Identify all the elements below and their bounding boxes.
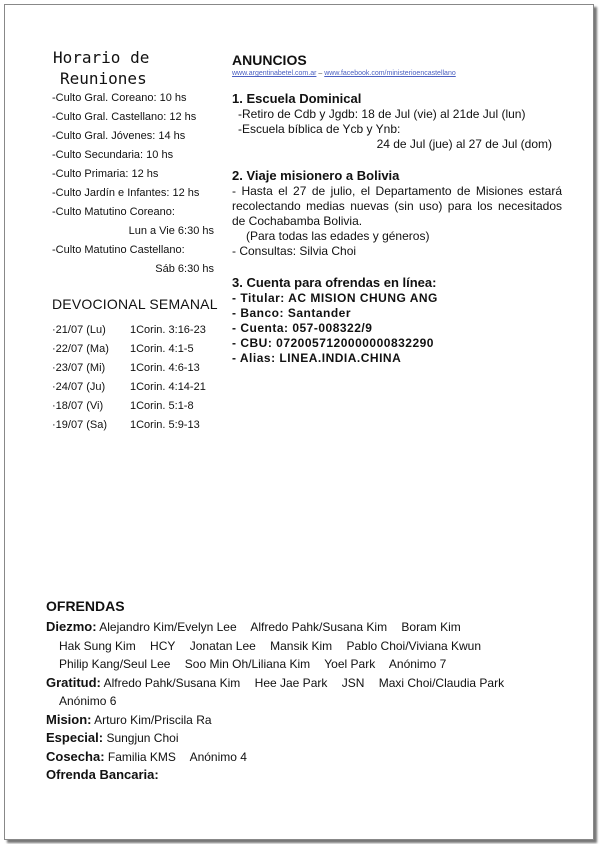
schedule-title [53, 47, 149, 89]
schedule-item: -Culto Secundaria: 10 hs [52, 149, 174, 161]
mision-label: Mision: [46, 711, 92, 727]
devotional-date: ·23/07 (Mi) [52, 362, 106, 374]
announcement-line: 24 de Jul (jue) al 27 de Jul (dom) [376, 137, 552, 151]
account-line: - Titular: AC MISION CHUNG ANG [232, 291, 438, 305]
donor-name: Alejandro Kim/Evelyn Lee [99, 620, 237, 634]
especial-line [46, 729, 566, 748]
gratitud-line [46, 692, 566, 711]
devotional-row [52, 321, 222, 340]
link-separator: – [316, 70, 325, 77]
announcement-heading: 3. Cuenta para ofrendas en línea: [232, 275, 437, 290]
schedule-title-line1: Horario de [53, 48, 150, 67]
donor-name: Soo Min Oh/Liliana Kim [184, 657, 311, 671]
schedule-list [52, 89, 214, 279]
devotional-date: ·24/07 (Ju) [52, 381, 106, 393]
announcement-heading: 1. Escuela Dominical [232, 91, 362, 106]
diezmo-label: Diezmo: [46, 619, 97, 634]
donor-name: HCY [150, 638, 176, 653]
announcement-line: -Escuela bíblica de Ycb y Ynb: [238, 122, 401, 136]
schedule-item-time: Lun a Vie 6:30 hs [128, 225, 214, 237]
announcement-heading: 2. Viaje misionero a Bolivia [232, 168, 400, 183]
devotional-title: DEVOCIONAL SEMANAL [52, 296, 218, 312]
devotional-row [52, 397, 222, 416]
bancaria-label: Ofrenda Bancaria: [46, 767, 159, 782]
devotional-row [52, 416, 222, 435]
donor-name: Pablo Choi/Viviana Kwun [346, 638, 482, 653]
donor-name: Yoel Park [324, 657, 376, 671]
offerings-title: OFRENDAS [46, 598, 125, 614]
schedule-item: -Culto Primaria: 12 hs [52, 168, 159, 180]
bancaria-line [46, 766, 566, 785]
donor-name: Mansik Kim [270, 638, 333, 653]
devotional-row [52, 340, 222, 359]
website-link[interactable]: www.argentinabetel.com.ar [232, 70, 317, 77]
devotional-date: ·18/07 (Vi) [52, 400, 104, 412]
diezmo-line [46, 637, 566, 656]
donor-name: Hak Sung Kim [59, 638, 136, 653]
devotional-row [52, 359, 222, 378]
especial-label: Especial: [46, 730, 104, 745]
donor-name: Maxi Choi/Claudia Park [378, 675, 505, 690]
devotional-ref: 1Corin. 5:9-13 [130, 419, 200, 431]
devotional-ref: 1Corin. 4:6-13 [130, 362, 200, 374]
schedule-item-time: Sáb 6:30 hs [155, 263, 214, 275]
announcement-body: - Hasta el 27 de julio, el Departamento de Misiones estará recolectando medias nuevas (sin uso) para los necesitados de Cochabamba Bolivia. [232, 184, 562, 228]
account-line: - Alias: LINEA.INDIA.CHINA [232, 351, 402, 365]
devotional-list [52, 321, 222, 435]
offerings-section [46, 598, 566, 785]
donor-name: Alfredo Pahk/Susana Kim [103, 675, 241, 690]
donor-name: JSN [341, 675, 365, 690]
gratitud-label: Gratitud: [46, 674, 101, 690]
mision-line [46, 711, 566, 730]
announcement-line: -Retiro de Cdb y Jgdb: 18 de Jul (vie) al 21de Jul (lun) [238, 107, 526, 121]
announcement-sunday-school [232, 91, 562, 152]
account-line: - Cuenta: 057-008322/9 [232, 321, 373, 335]
schedule-item: -Culto Jardín e Infantes: 12 hs [52, 187, 200, 199]
announcements-title: ANUNCIOS [232, 52, 307, 68]
announcement-contact: - Consultas: Silvia Choi [232, 244, 357, 258]
schedule-item: -Culto Gral. Coreano: 10 hs [52, 92, 187, 104]
cosecha-label: Cosecha: [46, 748, 105, 764]
donor-name: Jonatan Lee [189, 638, 256, 653]
account-line: - CBU: 0720057120000000832290 [232, 336, 434, 350]
devotional-row [52, 378, 222, 397]
devotional-date: ·21/07 (Lu) [52, 324, 106, 336]
announcement-note: (Para todas las edades y géneros) [246, 229, 430, 243]
donor-name: Alfredo Pahk/Susana Kim [250, 620, 388, 634]
devotional-ref: 1Corin. 3:16-23 [130, 324, 206, 336]
gratitud-line [46, 674, 566, 693]
diezmo-line [46, 655, 566, 674]
devotional-ref: 1Corin. 5:1-8 [130, 400, 194, 412]
donor-name: Familia KMS [107, 749, 176, 764]
donor-name: Anónimo 6 [59, 694, 117, 708]
schedule-item: -Culto Matutino Coreano: [52, 206, 175, 218]
devotional-ref: 1Corin. 4:1-5 [130, 343, 194, 355]
announcement-online-account [232, 275, 562, 366]
schedule-item: -Culto Gral. Castellano: 12 hs [52, 111, 197, 123]
donor-name: Philip Kang/Seul Lee [59, 657, 171, 671]
announcements-links [232, 70, 456, 77]
account-line: - Banco: Santander [232, 306, 352, 320]
donor-name: Boram Kim [401, 620, 461, 634]
donor-name: Anónimo 4 [189, 749, 247, 764]
announcement-mission-trip [232, 168, 562, 259]
donor-name: Sungjun Choi [106, 731, 179, 745]
facebook-link[interactable]: www.facebook.com/ministerioencastellano [324, 70, 456, 77]
schedule-item: -Culto Gral. Jóvenes: 14 hs [52, 130, 186, 142]
schedule-item: -Culto Matutino Castellano: [52, 244, 185, 256]
donor-name: Arturo Kim/Priscila Ra [94, 712, 212, 727]
donor-name: Anónimo 7 [388, 657, 447, 671]
diezmo-line [46, 618, 566, 637]
cosecha-line [46, 748, 566, 767]
schedule-title-line2: Reuniones [60, 69, 147, 88]
donor-name: Hee Jae Park [254, 675, 328, 690]
devotional-ref: 1Corin. 4:14-21 [130, 381, 206, 393]
devotional-date: ·22/07 (Ma) [52, 343, 109, 355]
devotional-date: ·19/07 (Sa) [52, 419, 108, 431]
